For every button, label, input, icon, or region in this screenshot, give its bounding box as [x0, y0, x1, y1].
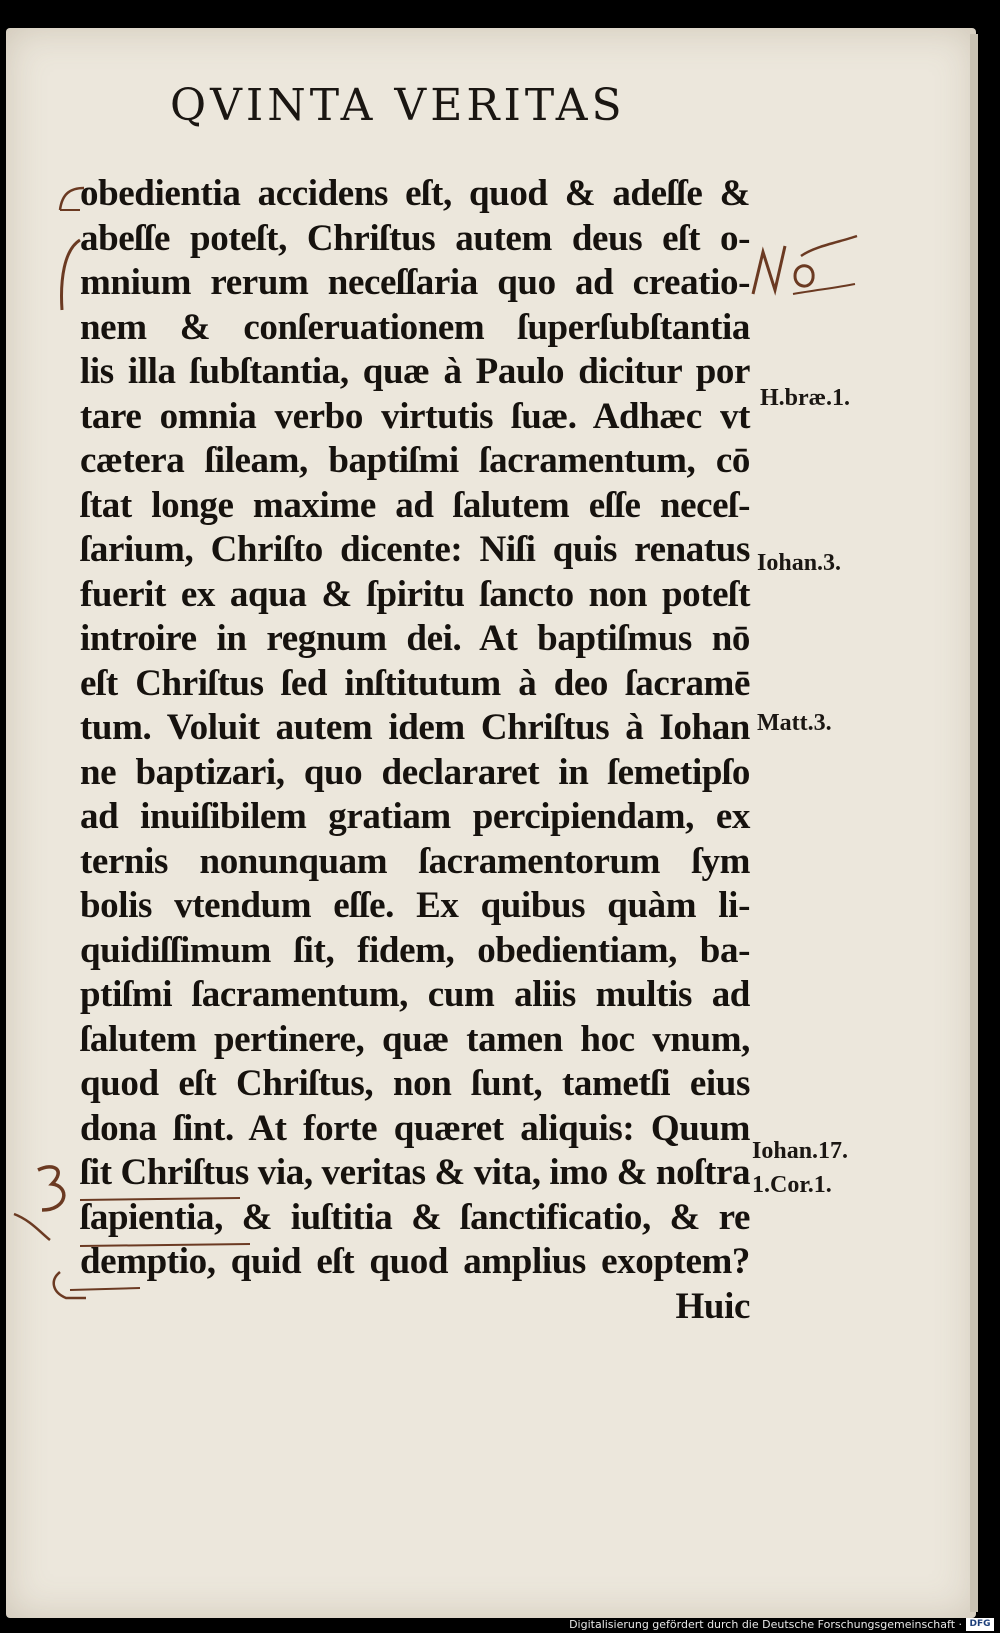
- text-line: bolis vtendum eſſe. Ex quibus quàm li-: [80, 885, 750, 926]
- margin-note-john-3: Iohan.3.: [757, 550, 842, 576]
- page-edge: [970, 34, 978, 1612]
- text-line: eſt Chriſtus ſed inſtitutum à deo ſacramē: [80, 662, 750, 704]
- dfg-logo: DFG: [966, 1618, 994, 1631]
- text-line: abeſſe poteſt, Chriſtus autem deus eſt o-: [80, 217, 750, 259]
- text-line: fuerit ex aqua & ſpiritu ſancto non poteſt: [80, 573, 750, 615]
- text-line: demptio, quid eſt quod amplius exoptem?: [80, 1241, 750, 1282]
- text-block: [80, 172, 750, 1329]
- running-head: QVINTA VERITAS: [170, 80, 626, 131]
- text-line: nem & conſeruationem ſuperſubſtantia: [80, 306, 750, 348]
- text-line: ſtat longe maxime ad ſalutem eſſe neceſ-: [80, 484, 750, 526]
- catchword: Huic: [675, 1285, 750, 1327]
- text-line: introire in regnum dei. At baptiſmus nō: [80, 618, 750, 659]
- text-line: quidiſſimum ſit, fidem, obedientiam, ba-: [80, 929, 750, 971]
- margin-note-corinthians: 1.Cor.1.: [752, 1172, 832, 1198]
- text-line: tum. Voluit autem idem Chriſtus à Iohan: [80, 707, 750, 748]
- text-line: obedientia accidens eſt, quod & adeſſe &: [80, 173, 750, 214]
- margin-note-hebrews: H.bræ.1.: [760, 385, 850, 411]
- text-line: tare omnia verbo virtutis ſuæ. Adhæc vt: [80, 395, 750, 437]
- text-line: quod eſt Chriſtus, non ſunt, tametſi eius: [80, 1063, 750, 1104]
- text-line: ſarium, Chriſto dicente: Niſi quis renatus: [80, 529, 750, 570]
- text-line: lis illa ſubſtantia, quæ à Paulo dicitur por: [80, 351, 750, 392]
- digitization-credit: Digitalisierung gefördert durch die Deutsche Forschungsgemeinschaft ·: [569, 1618, 962, 1631]
- text-line: ſit Chriſtus via, veritas & vita, imo & noſtra: [80, 1152, 751, 1193]
- text-line: ſalutem pertinere, quæ tamen hoc vnum,: [80, 1018, 750, 1060]
- text-line: ad inuiſibilem gratiam percipiendam, ex: [80, 796, 750, 837]
- margin-note-john-17: Iohan.17.: [752, 1138, 849, 1164]
- text-line: dona ſint. At forte quæret aliquis: Quum: [80, 1107, 750, 1149]
- text-line: ternis nonunquam ſacramentorum ſym: [80, 840, 750, 882]
- text-line: mnium rerum neceſſaria quo ad creatio-: [80, 262, 750, 303]
- text-line: ſapientia, & iuſtitia & ſanctificatio, & re: [80, 1196, 750, 1238]
- text-line: ne baptizari, quo declararet in ſemetipſo: [80, 751, 750, 793]
- text-line: ptiſmi ſacramentum, cum aliis multis ad: [80, 974, 750, 1015]
- margin-note-matthew: Matt.3.: [757, 710, 832, 736]
- text-line: cætera ſileam, baptiſmi ſacramentum, cō: [80, 440, 750, 481]
